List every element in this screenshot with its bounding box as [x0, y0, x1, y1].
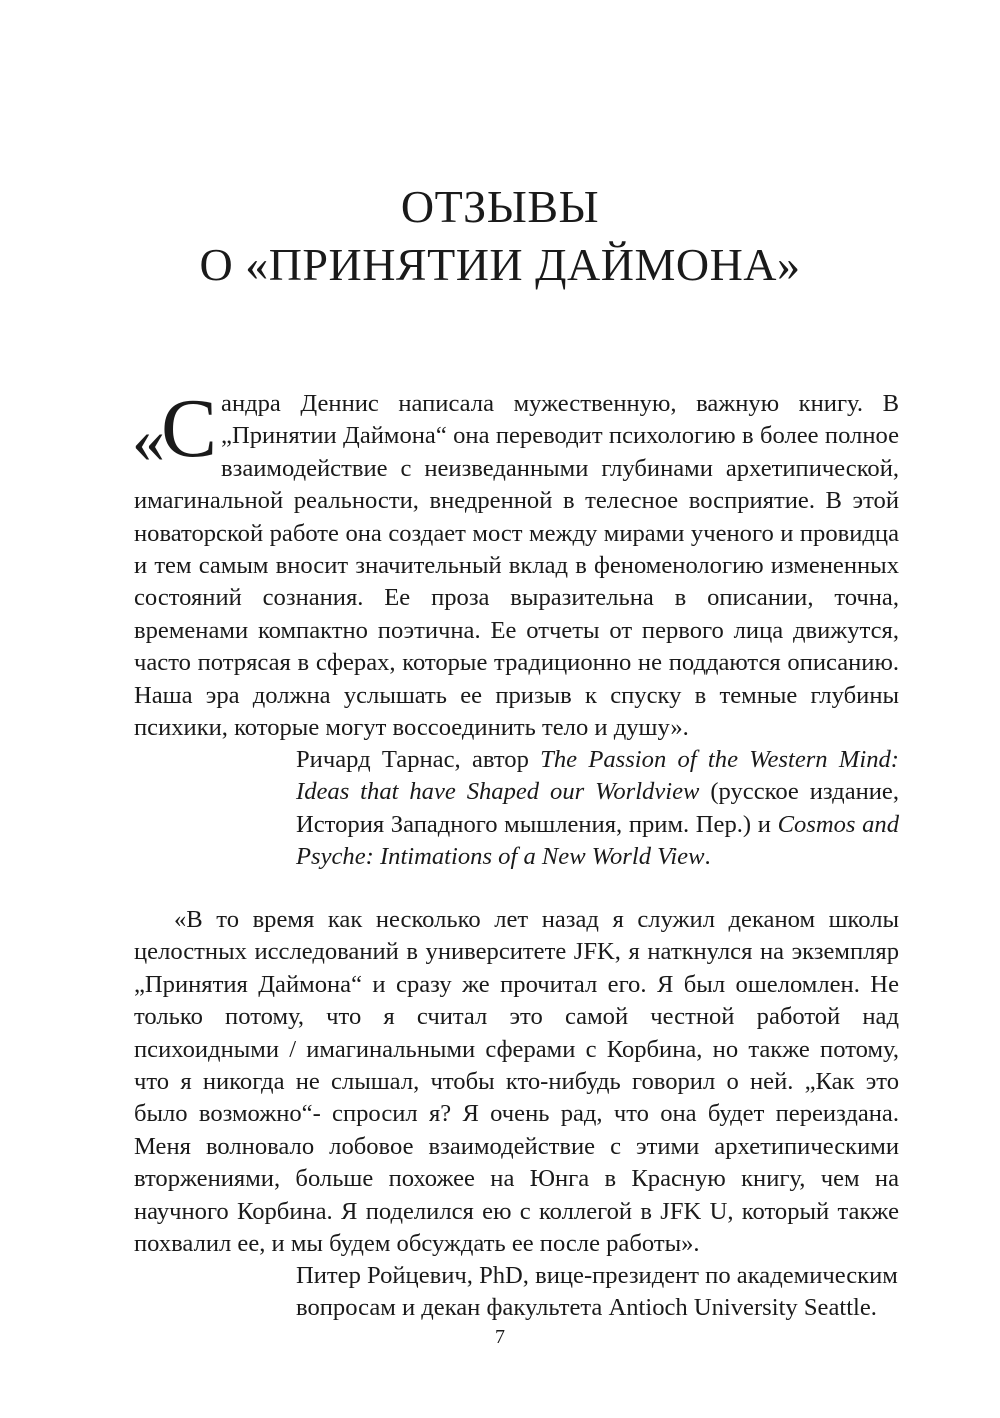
review-2-text: «В то время как несколько лет назад я служил деканом школы целостных исследований в университете JFK, я наткнулся на экземпляр „Принятия Даймона“ и сразу же прочитал его. Я был ошеломлен. Не только потому, что я считал это самой честной работой над психоидными / имагинальными сферами с Корбина, но также потому, что я никогда не слышал, чтобы кто-нибудь говорил о ней. „Как это было возможно“- спросил я? Я очень рад, что она будет переиздана. Меня волновало лобовое взаимодействие с этими архетипическими вторжениями, больше похожее на Юнга в Красную книгу, чем на научного Корбина. Я поделился ею с коллегой в JFK U, который также похвалил ее, и мы будем обсуждать ее после работы».: [134, 906, 899, 1258]
review-1-text: [132, 382, 899, 744]
page-number: 7: [495, 1326, 505, 1348]
title-line-2: О «ПРИНЯТИИ ДАЙМОНА»: [199, 239, 801, 290]
review-1-attribution: [296, 744, 899, 874]
review-1-dropcap: С: [161, 382, 218, 475]
page-title: [0, 178, 1000, 294]
review-1-book-1: The Passion of the Western Mind: Ideas that have Shaped our Worldview: [296, 746, 899, 806]
review-1-end: .: [704, 843, 711, 871]
title-line-1: ОТЗЫВЫ: [400, 181, 600, 232]
review-1-note: (русское издание, История Западного мышления, прим. Пер.) и: [296, 778, 899, 838]
review-2-attribution: Питер Ройцевич, PhD, вице-президент по академическим вопросам и декан факультета Antioch University Seattle.: [296, 1262, 898, 1322]
review-1-book-2: Cosmos and Psyche: Intimations of a New World View: [296, 810, 899, 871]
review-1-open-quote: «: [132, 404, 165, 477]
review-1-author: Ричард Тарнас, автор: [296, 746, 541, 773]
review-1-body: андра Деннис написала мужественную, важную книгу. В „Принятии Даймона“ она переводит психологию в более полное взаимодействие с неизведанными глубинами архетипической, имагинальной реальности, внедренной в телесное восприятие. В этой новаторской работе она создает мост между мирами ученого и провидца и тем самым вносит значительный вклад в феноменологию измененных состояний сознания. Ее проза выразительна в описании, точна, временами компактно поэтична. Ее отчеты от первого лица движутся, часто потрясая в сферах, которые традиционно не поддаются описанию. Наша эра должна услышать ее призыв к спуску в темные глубины психики, которые могут воссоединить тело и душу».: [134, 390, 899, 742]
